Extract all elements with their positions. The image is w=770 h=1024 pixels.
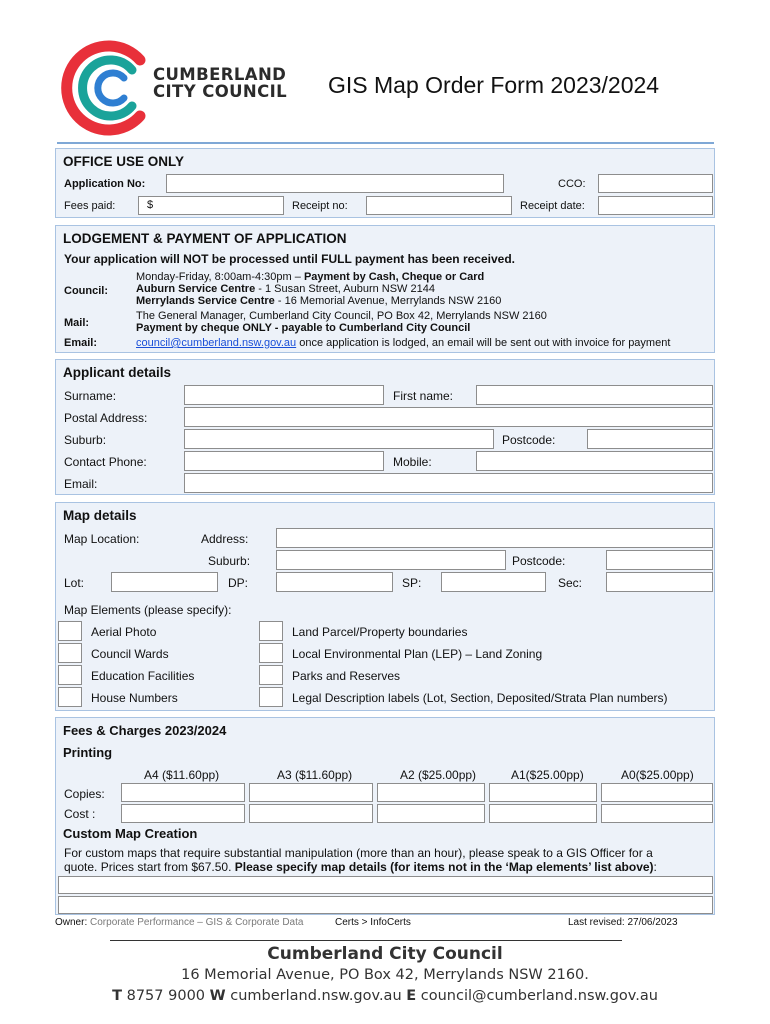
lodgement-heading: LODGEMENT & PAYMENT OF APPLICATION — [63, 231, 347, 246]
size-a3-label: A3 ($11.60pp) — [277, 768, 353, 782]
coo-label: CCO: — [558, 178, 586, 190]
dp-label: DP: — [228, 576, 249, 590]
footer-divider — [110, 940, 622, 941]
dollar-sign: $ — [147, 199, 154, 211]
footer-address: 16 Memorial Avenue, PO Box 42, Merrylands NSW 2160. — [181, 967, 589, 983]
custom-map-details-field-1[interactable] — [58, 876, 713, 894]
sec-field[interactable] — [606, 572, 713, 592]
first-name-label: First name: — [393, 389, 454, 403]
contact-phone-label: Contact Phone: — [64, 455, 147, 469]
fees-section — [55, 717, 715, 915]
last-revised: Last revised: 27/06/2023 — [568, 917, 678, 928]
council-wards-checkbox[interactable] — [58, 643, 82, 663]
lep-zoning-label: Local Environmental Plan (LEP) – Land Zoning — [292, 647, 543, 661]
cost-a0-field[interactable] — [601, 804, 713, 823]
email-line: council@cumberland.nsw.gov.au once application is lodged, an email will be sent out with invoice for payment — [136, 337, 671, 349]
footer-council-name: Cumberland City Council — [267, 944, 503, 964]
copies-a1-field[interactable] — [489, 783, 597, 802]
council-email-link[interactable]: council@cumberland.nsw.gov.au — [136, 337, 297, 349]
dp-field[interactable] — [276, 572, 393, 592]
mail-label: Mail: — [64, 317, 90, 329]
cost-a2-field[interactable] — [377, 804, 485, 823]
land-parcel-checkbox[interactable] — [259, 621, 283, 641]
mobile-label: Mobile: — [393, 455, 432, 469]
land-parcel-label: Land Parcel/Property boundaries — [292, 625, 468, 639]
size-a1-label: A1($25.00pp) — [511, 768, 584, 782]
surname-label: Surname: — [64, 389, 117, 403]
map-suburb-field[interactable] — [276, 550, 506, 570]
legal-labels-checkbox[interactable] — [259, 687, 283, 707]
receipt-no-label: Receipt no: — [292, 200, 348, 212]
contact-phone-field[interactable] — [184, 451, 384, 471]
copies-a2-field[interactable] — [377, 783, 485, 802]
map-details-section — [55, 502, 715, 711]
size-a4-label: A4 ($11.60pp) — [144, 768, 220, 782]
cost-a3-field[interactable] — [249, 804, 373, 823]
cost-label: Cost : — [64, 807, 96, 821]
fees-heading: Fees & Charges 2023/2024 — [63, 723, 227, 738]
form-title: GIS Map Order Form 2023/2024 — [328, 72, 660, 98]
suburb-field[interactable] — [184, 429, 494, 449]
applicant-heading: Applicant details — [63, 365, 172, 380]
aerial-photo-checkbox[interactable] — [58, 621, 82, 641]
postcode-field[interactable] — [587, 429, 713, 449]
copies-a4-field[interactable] — [121, 783, 245, 802]
sp-field[interactable] — [441, 572, 546, 592]
map-elements-label: Map Elements (please specify): — [64, 603, 232, 617]
payment-warning: Your application will NOT be processed until FULL payment has been received. — [64, 252, 515, 266]
sp-label: SP: — [402, 576, 422, 590]
address-label: Address: — [201, 532, 249, 546]
fees-paid-field[interactable] — [138, 196, 284, 215]
education-facilities-checkbox[interactable] — [58, 665, 82, 685]
custom-map-text-line2: quote. Prices start from $67.50. Please specify map details (for items not in the ‘Map elements’ list above): — [64, 860, 657, 874]
size-a0-label: A0($25.00pp) — [621, 768, 694, 782]
lot-field[interactable] — [111, 572, 218, 592]
footer-contact: T 8757 9000 W cumberland.nsw.gov.au E council@cumberland.nsw.gov.au — [112, 988, 658, 1004]
lodgement-section — [55, 225, 715, 353]
first-name-field[interactable] — [476, 385, 713, 405]
cost-a4-field[interactable] — [121, 804, 245, 823]
email-label: Email: — [64, 477, 98, 491]
auburn-centre: Auburn Service Centre - 1 Susan Street, Auburn NSW 2144 — [136, 283, 435, 295]
council-hours: Monday-Friday, 8:00am-4:30pm – Payment by Cash, Cheque or Card — [136, 271, 485, 283]
education-facilities-label: Education Facilities — [91, 669, 195, 683]
email-label: Email: — [64, 337, 98, 349]
copies-a0-field[interactable] — [601, 783, 713, 802]
custom-map-details-field-2[interactable] — [58, 896, 713, 914]
sec-label: Sec: — [558, 576, 583, 590]
lep-zoning-checkbox[interactable] — [259, 643, 283, 663]
council-wards-label: Council Wards — [91, 647, 169, 661]
copies-label: Copies: — [64, 787, 105, 801]
suburb-label: Suburb: — [64, 433, 107, 447]
receipt-no-field[interactable] — [366, 196, 512, 215]
custom-map-text-line1: For custom maps that require substantial manipulation (more than an hour), please speak to a GIS Officer for a — [64, 846, 653, 860]
logo-wordmark: CUMBERLAND CITY COUNCIL — [153, 65, 288, 101]
application-no-field[interactable] — [166, 174, 504, 193]
receipt-date-label: Receipt date: — [520, 200, 585, 212]
size-a2-label: A2 ($25.00pp) — [400, 768, 477, 782]
parks-reserves-label: Parks and Reserves — [292, 669, 401, 683]
receipt-date-field[interactable] — [598, 196, 713, 215]
map-postcode-field[interactable] — [606, 550, 713, 570]
postcode-label: Postcode: — [502, 433, 556, 447]
lot-label: Lot: — [64, 576, 85, 590]
fees-paid-label: Fees paid: — [64, 200, 116, 212]
postal-address-field[interactable] — [184, 407, 713, 427]
map-postcode-label: Postcode: — [512, 554, 566, 568]
application-no-label: Application No: — [64, 178, 146, 190]
map-location-label: Map Location: — [64, 532, 140, 546]
surname-field[interactable] — [184, 385, 384, 405]
house-numbers-checkbox[interactable] — [58, 687, 82, 707]
map-address-field[interactable] — [276, 528, 713, 548]
parks-reserves-checkbox[interactable] — [259, 665, 283, 685]
council-label: Council: — [64, 285, 108, 297]
council-logo — [58, 38, 158, 138]
cheque-note: Payment by cheque ONLY - payable to Cumberland City Council — [136, 322, 471, 334]
printing-heading: Printing — [63, 745, 113, 760]
mobile-field[interactable] — [476, 451, 713, 471]
mail-address: The General Manager, Cumberland City Council, PO Box 42, Merrylands NSW 2160 — [136, 310, 547, 322]
office-use-section — [55, 148, 715, 218]
header-divider — [57, 142, 714, 144]
certs-path: Certs > InfoCerts — [335, 917, 411, 928]
applicant-section — [55, 359, 715, 495]
map-heading: Map details — [63, 508, 137, 523]
cost-a1-field[interactable] — [489, 804, 597, 823]
custom-map-heading: Custom Map Creation — [63, 826, 198, 841]
copies-a3-field[interactable] — [249, 783, 373, 802]
postal-address-label: Postal Address: — [64, 411, 148, 425]
coo-field[interactable] — [598, 174, 713, 193]
aerial-photo-label: Aerial Photo — [91, 625, 157, 639]
house-numbers-label: House Numbers — [91, 691, 178, 705]
map-suburb-label: Suburb: — [208, 554, 251, 568]
email-field[interactable] — [184, 473, 713, 493]
office-heading: OFFICE USE ONLY — [63, 154, 185, 169]
owner-line: Owner: Corporate Performance – GIS & Corporate Data — [55, 917, 304, 928]
legal-labels-label: Legal Description labels (Lot, Section, Deposited/Strata Plan numbers) — [292, 691, 668, 705]
merrylands-centre: Merrylands Service Centre - 16 Memorial Avenue, Merrylands NSW 2160 — [136, 295, 502, 307]
